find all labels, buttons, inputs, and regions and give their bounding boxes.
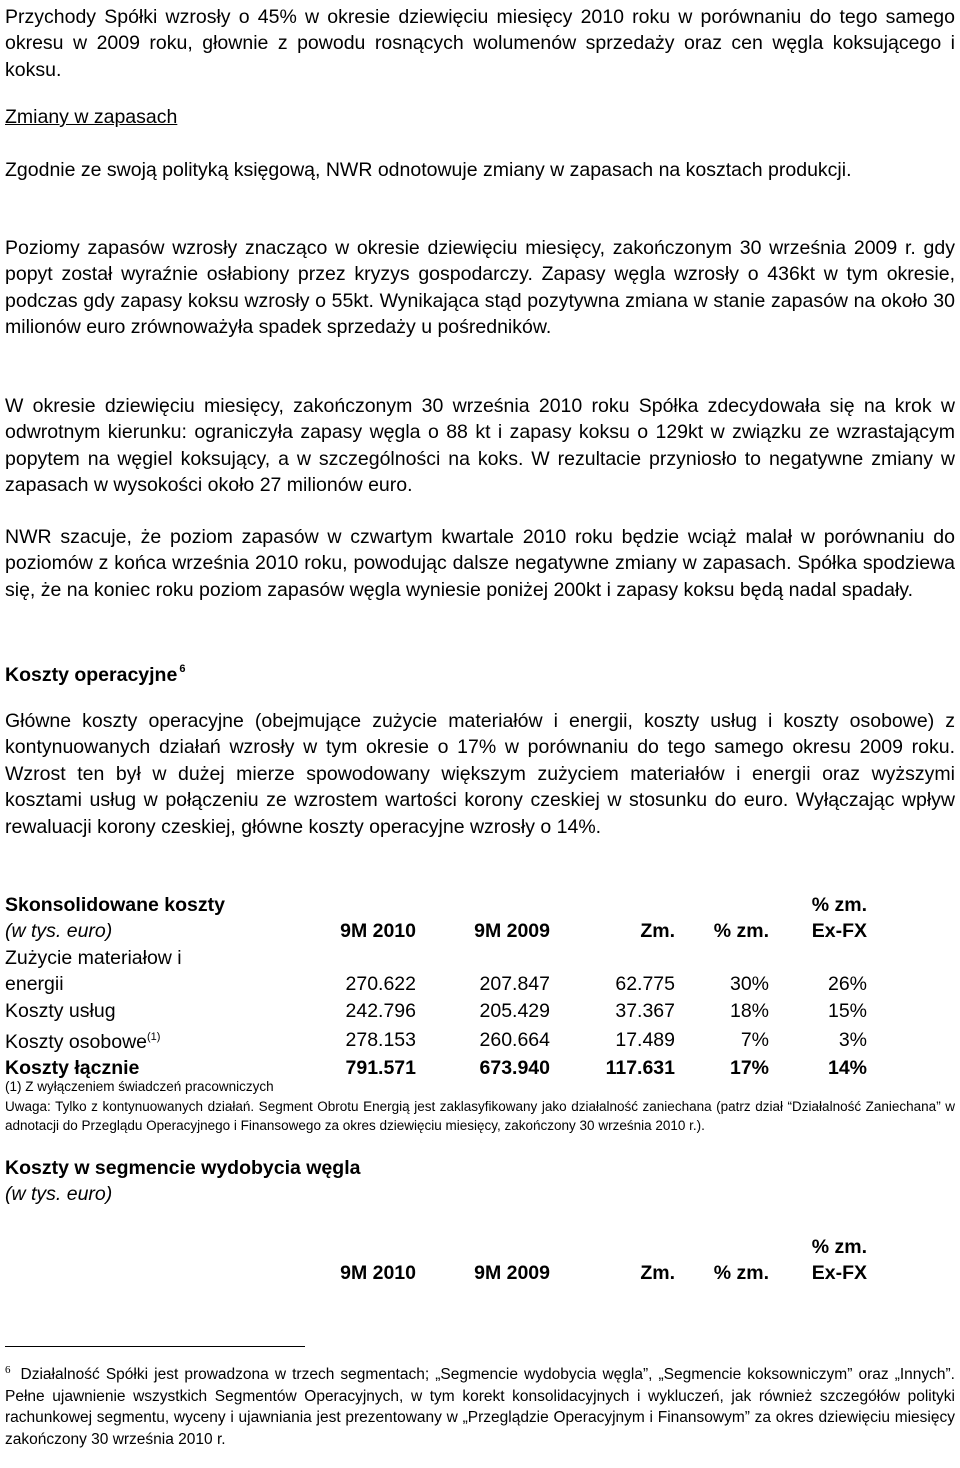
- inventory-2010-paragraph: W okresie dziewięciu miesięcy, zakończonym 30 września 2010 roku Spółka zdecydowała się na krok w odwrotnym kierunku: ograniczyła zapasy węgla o 88 kt i zapasy koksu o 129kt w związku ze wzrastającym popytem na węgiel koksujący, a w szczególności na koks. W rezultacie przyniosło to negatywne zmiany w zapasach w wysokości około 27 milionów euro.: [5, 395, 955, 497]
- footnote-ref-1: (1): [147, 1031, 161, 1044]
- operating-costs-heading: [5, 656, 185, 688]
- cell-pct-fx: 14%: [827, 1057, 867, 1080]
- header-pct-change: % zm.: [713, 920, 769, 943]
- header-9m-2009: 9M 2009: [474, 1262, 550, 1285]
- consolidated-costs-table: [5, 892, 867, 1082]
- header-change: Zm.: [640, 1262, 675, 1285]
- header-9m-2010: 9M 2010: [340, 1262, 416, 1285]
- row-label: Koszty usług: [5, 999, 116, 1022]
- operating-costs-heading-text: Koszty operacyjne: [5, 664, 178, 686]
- header-change: Zm.: [640, 920, 675, 943]
- operating-costs-paragraph: Główne koszty operacyjne (obejmujące zużycie materiałów i energii, koszty usług i koszty osobowe) z kontynuowanych działań wzrosły w tym okresie o 17% w porównaniu do tego samego okresu 2009 roku. Wzrost ten był w dużej mierze spowodowany większym zużyciem materiałów i energii oraz wyższymi kosztami usług w połączeniu ze wzrostem wartości korony czeskiej w stosunku do euro. Wyłączając wpływ rewaluacji korony czeskiej, główne koszty operacyjne wzrosły o 14%.: [5, 710, 955, 838]
- table-row: [5, 998, 867, 1024]
- table-row: [5, 945, 867, 971]
- footnote-number: 6: [5, 1364, 11, 1376]
- row-label: Zużycie materiałow i: [5, 946, 182, 969]
- cell-change: 37.367: [615, 999, 675, 1022]
- header-pct-fx-bottom: Ex-FX: [811, 1262, 867, 1285]
- table-header-row: [5, 1260, 867, 1286]
- cell-change: 17.489: [615, 1028, 675, 1051]
- footnote-separator: [5, 1346, 305, 1347]
- row-label-text: Koszty osobowe: [5, 1031, 147, 1054]
- cell-change: 117.631: [605, 1057, 675, 1080]
- coal-segment-heading: Koszty w segmencie wydobycia węgla: [5, 1157, 361, 1179]
- header-9m-2010: 9M 2010: [340, 920, 416, 943]
- header-pct-fx-top: % zm.: [811, 894, 867, 916]
- header-pct-fx-bottom: Ex-FX: [811, 920, 867, 943]
- cell-pct-change: 17%: [729, 1057, 769, 1080]
- cell-pct-fx: 15%: [827, 999, 867, 1022]
- coal-segment-unit: (w tys. euro): [5, 1183, 113, 1205]
- table-title: Skonsolidowane koszty: [5, 894, 225, 916]
- footnote-ref-6: 6: [179, 663, 186, 675]
- table-note-continuing-operations: Uwaga: Tylko z kontynuowanych działań. Segment Obrotu Energią jest zaklasyfikowany jako działalność zaniechana (patrz dział “Działalność Zaniechana” w adnotacji do Przeglądu Operacyjnego i Finansowego za okres dziewięciu miesięcy, zakończony 30 września 2010 r.).: [5, 1099, 955, 1134]
- header-pct-fx-top: % zm.: [811, 1236, 867, 1258]
- table-note-employee-benefits: (1) Z wyłączeniem świadczeń pracowniczych: [5, 1079, 274, 1094]
- table-row: [5, 971, 867, 997]
- revenue-paragraph: Przychody Spółki wzrosły o 45% w okresie dziewięciu miesięcy 2010 roku w porównaniu do tego samego okresu w 2009 roku, głownie z powodu rosnących wolumenów sprzedaży oraz cen węgla koksującego i koksu.: [5, 6, 955, 81]
- coal-segment-costs-table: [5, 1234, 867, 1287]
- inventory-2009-paragraph: Poziomy zapasów wzrosły znacząco w okresie dziewięciu miesięcy, zakończonym 30 września 2009 r. gdy popyt został wyraźnie osłabiony przez kryzys gospodarczy. Zapasy węgla wzrosły o 436kt w tym okresie, podczas gdy zapasy koksu wzrosły o 55kt. Wynikająca stąd pozytywna zmiana w stanie zapasów na około 30 milionów euro zrównoważyła spadek sprzedaży u pośredników.: [5, 237, 955, 339]
- cell-9m-2010: 791.571: [345, 1057, 416, 1080]
- cell-pct-change: 30%: [729, 973, 769, 996]
- header-9m-2009: 9M 2009: [474, 920, 550, 943]
- footnote-text: Działalność Spółki jest prowadzona w trzech segmentach; „Segmencie wydobycia węgla”, „Segmencie koksowniczym” oraz „Innych”. Pełne ujawnienie wszystkich Segmentów Operacyjnych, w tym korekt konsolidacyjnych i wykluczeń, jak również szczegółów polityki rachunkowej segmentu, wyceny i ujawniania jest prezentowany w „Przeglądzie Operacyjnym i Finansowym” za okres dziewięciu miesięcy zakończony 30 września 2010 r.: [5, 1366, 955, 1448]
- table-row: [5, 1024, 867, 1055]
- cell-9m-2009: 205.429: [479, 999, 550, 1022]
- row-label: Koszty łącznie: [5, 1057, 140, 1080]
- cell-9m-2009: 260.664: [479, 1028, 550, 1051]
- cell-pct-fx: 3%: [838, 1028, 867, 1051]
- cell-9m-2010: 270.622: [345, 973, 416, 996]
- cell-change: 62.775: [615, 973, 675, 996]
- table-header-row: [5, 892, 867, 918]
- footnote-6: [5, 1360, 955, 1450]
- table-header-row: [5, 1234, 867, 1260]
- cell-9m-2009: 207.847: [479, 973, 550, 996]
- inventory-outlook-paragraph: NWR szacuje, że poziom zapasów w czwartym kwartale 2010 roku będzie wciąż malał w porównaniu do poziomów z końca września 2010 roku, powodując dalsze negatywne zmiany w zapasach. Spółka spodziewa się, że na koniec roku poziom zapasów węgla wyniesie poniżej 200kt i zapasy koksu będą nadal spadały.: [5, 526, 955, 601]
- header-pct-change: % zm.: [713, 1262, 769, 1285]
- row-label: energii: [5, 973, 64, 996]
- inventory-changes-heading: Zmiany w zapasach: [5, 106, 178, 128]
- accounting-policy-paragraph: Zgodnie ze swoją polityką księgową, NWR odnotowuje zmiany w zapasach na kosztach produkcji.: [5, 159, 852, 181]
- cell-9m-2009: 673.940: [479, 1057, 550, 1080]
- cell-pct-change: 18%: [729, 999, 769, 1022]
- cell-pct-change: 7%: [740, 1028, 769, 1051]
- row-label: [5, 1024, 280, 1055]
- table-header-row: [5, 918, 867, 944]
- cell-pct-fx: 26%: [827, 973, 867, 996]
- cell-9m-2010: 278.153: [345, 1028, 416, 1051]
- cell-9m-2010: 242.796: [345, 999, 416, 1022]
- table-unit: (w tys. euro): [5, 920, 113, 943]
